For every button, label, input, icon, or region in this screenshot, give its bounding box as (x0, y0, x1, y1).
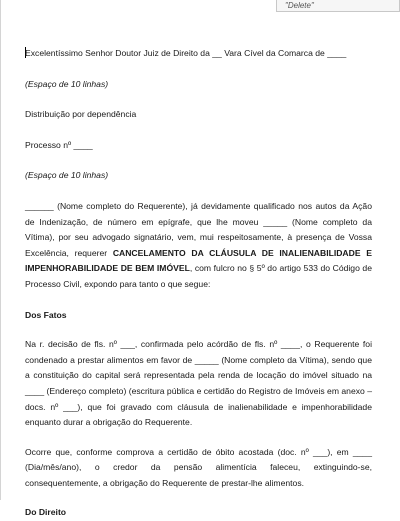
section-heading-direito: Do Direito (25, 507, 67, 518)
intro-text-1: ______ (Nome completo do Requerente), já devidamente qualificado nos autos da Ação de Indenização, de número em epígrafe, que lhe moveu _____ (Nome completo da Vítima), por seu advogado signatário, vem, mui respeitosamente, à presença de Vossa Excelência, requerer (25, 200, 372, 258)
delete-tag[interactable]: "Delete" (276, 0, 400, 12)
intro-paragraph (25, 199, 372, 293)
intro-bold-request: CANCELAMENTO DA CLÁUSULA DE INALIENABILIDADE E IMPENHORABILIDADE DE BEM IMÓVEL (25, 247, 372, 274)
process-number-line: Processo nº ____ (25, 139, 93, 150)
salutation-line: Excelentíssimo Senhor Doutor Juiz de Direito da __ Vara Cível da Comarca de ____ (25, 48, 347, 58)
space-note-1: (Espaço de 10 linhas) (25, 78, 109, 89)
intro-text-2: , com fulcro no § 5º do artigo 533 do Código de Processo Civil, expondo para tanto o que segue: (25, 263, 372, 289)
space-note-2: (Espaço de 10 linhas) (25, 170, 109, 181)
section-heading-fatos: Dos Fatos (25, 309, 67, 320)
distribution-line: Distribuição por dependência (25, 109, 137, 120)
document-body[interactable] (25, 46, 372, 521)
fatos-paragraph-2: Ocorre que, conforme comprova a certidão de óbito acostada (doc. nº ___), em ____ (Dia/mês/ano), o credor da pensão alimentícia faleceu, extinguindo-se, consequentemente, a obrigação do Requerente de prestar-lhe alimentos. (25, 446, 372, 488)
fatos-paragraph-1: Na r. decisão de fls. nº ___, confirmada pelo acórdão de fls. nº ____, o Requerente foi condenado a prestar alimentos em favor de _____ (Nome completo da Vítima), sendo que a constituição do capital será representada pela renda de locação do imóvel situado na ____ (Endereço completo) (escritura pública e certidão do Registro de Imóveis em anexo – docs. nº ___), que foi gravado com cláusula de inalienabilidade e impenhorabilidade enquanto durar a obrigação do Requerente. (25, 339, 372, 428)
